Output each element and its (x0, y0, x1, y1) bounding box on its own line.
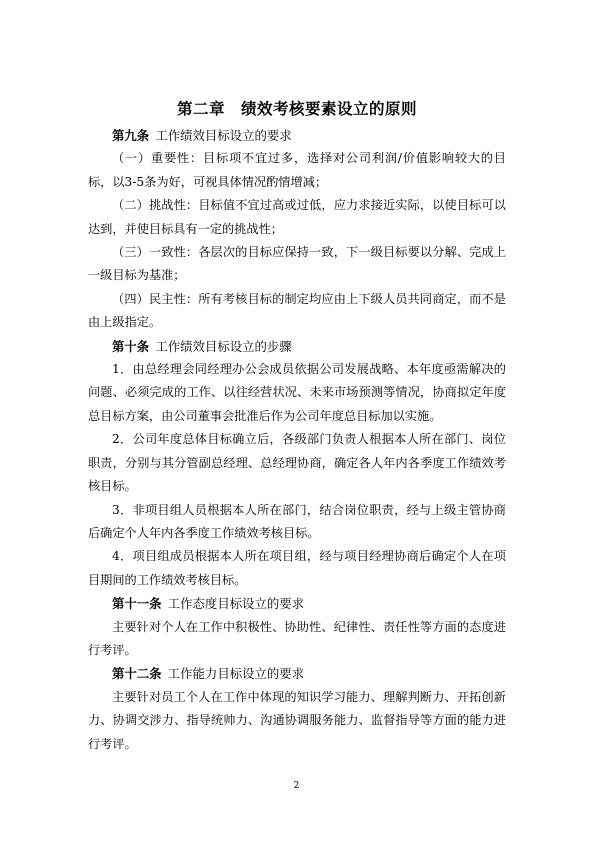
section-heading (88, 592, 506, 615)
paragraph: （二）挑战性：目标值不宜过高或过低，应力求接近实际，以使目标可以达到，并使目标具有一定的挑战性； (88, 198, 506, 236)
section-heading (88, 662, 506, 685)
paragraph: 主要针对个人在工作中积极性、协助性、纪律性、责任性等方面的态度进行考评。 (88, 619, 506, 657)
paragraph: 1．由总经理会同经理办公会成员依据公司发展战略、本年度亟需解决的问题、必须完成的工作、以往经营状况、未来市场预测等情况，协商拟定年度总目标方案，由公司董事会批准后作为公司年度总目标加以实施。 (88, 362, 506, 423)
paragraph: 4．项目组成员根据本人所在项目组，经与项目经理协商后确定个人在项目期间的工作绩效考核目标。 (88, 549, 506, 587)
article-title: 工作能力目标设立的要求 (167, 666, 305, 682)
article-label: 第十一条 (112, 596, 162, 612)
section-article-11 (88, 592, 506, 662)
page-number: 2 (293, 781, 300, 791)
document-page (88, 96, 506, 756)
article-title: 工作态度目标设立的要求 (167, 596, 305, 612)
section-article-9 (88, 124, 506, 335)
paragraph: 3．非项目组人员根据本人所在部门，结合岗位职责，经与上级主管协商后确定个人年内各季度工作绩效考核目标。 (88, 502, 506, 540)
article-title: 工作绩效目标设立的要求 (155, 128, 292, 143)
section-article-10 (88, 335, 506, 592)
article-label: 第十条 (112, 338, 150, 354)
article-label: 第十二条 (112, 666, 162, 682)
section-heading (88, 335, 506, 358)
section-heading (88, 124, 506, 147)
chapter-title: 第二章 绩效考核要素设立的原则 (176, 100, 417, 118)
paragraph: 主要针对员工个人在工作中体现的知识学习能力、理解判断力、开拓创新力、协调交涉力、指导统帅力、沟通协调服务能力、监督指导等方面的能力进行考评。 (88, 689, 506, 751)
paragraph: 2．公司年度总体目标确立后，各级部门负责人根据本人所在部门、岗位职责，分别与其分管副总经理、总经理协商，确定各人年内各季度工作绩效考核目标。 (88, 432, 506, 494)
section-article-12 (88, 662, 506, 756)
article-label: 第九条 (112, 128, 150, 143)
paragraph: （四）民主性：所有考核目标的制定均应由上下级人员共同商定，而不是由上级指定。 (88, 291, 506, 330)
paragraph: （一）重要性：目标项不宜过多，选择对公司利润/价值影响较大的目标，以3-5条为好，可视具体情况酌情增减； (88, 151, 506, 189)
paragraph: （三）一致性：各层次的目标应保持一致，下一级目标要以分解、完成上一级目标为基准； (88, 245, 506, 283)
article-title: 工作绩效目标设立的步骤 (155, 338, 292, 354)
